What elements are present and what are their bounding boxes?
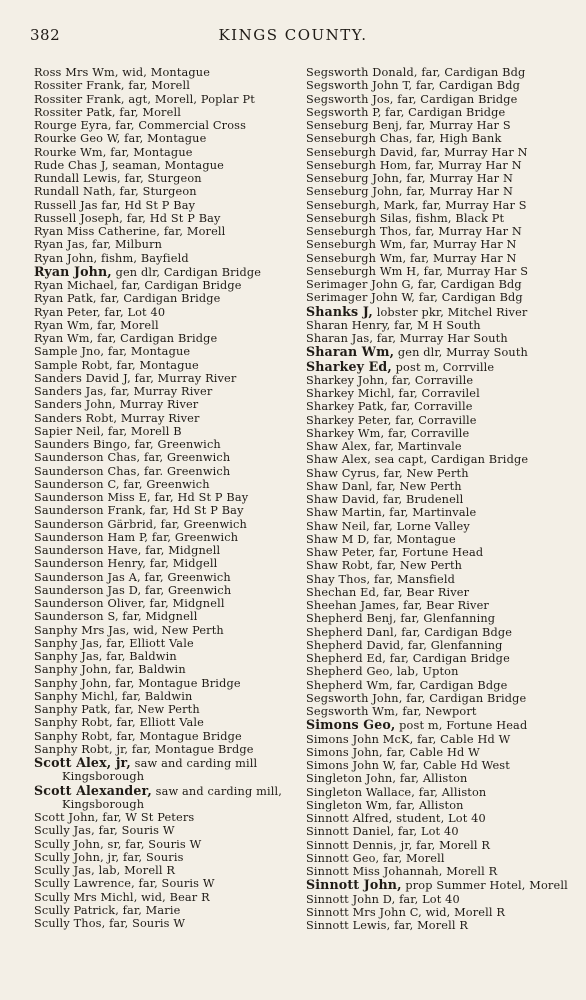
directory-entry bbox=[34, 345, 296, 358]
directory-entry bbox=[34, 904, 296, 917]
entry-text: Sanphy Patk, far, New Perth bbox=[34, 703, 200, 716]
entry-text: saw and carding mill, bbox=[151, 784, 282, 798]
entry-text: Serimager John W, far, Cardigan Bdg bbox=[306, 291, 523, 305]
directory-entry bbox=[34, 79, 296, 92]
entry-text: Senseburgh Chas, far, High Bank bbox=[306, 132, 502, 146]
entry-bold-name: Scott Alex, jr, bbox=[34, 755, 131, 770]
entry-text: Rourke Geo W, far, Montague bbox=[34, 132, 207, 146]
left-directory-column bbox=[34, 66, 296, 930]
directory-entry bbox=[306, 387, 576, 400]
directory-entry bbox=[306, 374, 576, 387]
directory-entry bbox=[34, 864, 296, 877]
entry-text: Shaw Robt, far, New Perth bbox=[306, 559, 463, 573]
entry-text: Scully Jas, lab, Morell R bbox=[34, 864, 176, 877]
page-number: 382 bbox=[30, 26, 61, 44]
entry-text: Segsworth Wm, far, Newport bbox=[306, 705, 477, 718]
directory-entry bbox=[306, 79, 576, 92]
directory-entry bbox=[34, 279, 296, 292]
entry-text: Segsworth John T, far, Cardigan Bdg bbox=[306, 79, 520, 93]
directory-entry bbox=[34, 385, 296, 398]
directory-entry bbox=[306, 480, 576, 493]
directory-entry bbox=[306, 360, 576, 374]
entry-text: Rude Chas J, seaman, Montague bbox=[34, 158, 224, 172]
entry-text: Shepherd David, far, Glenfanning bbox=[306, 638, 503, 652]
entry-text: Sinnott Dennis, jr, far, Morell R bbox=[306, 838, 491, 852]
directory-entry bbox=[306, 533, 576, 546]
directory-entry bbox=[34, 838, 296, 851]
entry-text: Shaw Neil, far, Lorne Valley bbox=[306, 519, 470, 533]
directory-entry bbox=[306, 825, 576, 838]
directory-entry bbox=[306, 159, 576, 172]
directory-entry bbox=[306, 612, 576, 625]
directory-entry bbox=[34, 132, 296, 145]
entry-bold-name: Sharkey Ed, bbox=[306, 358, 392, 374]
entry-text: Sanders Robt, Murray River bbox=[34, 411, 200, 425]
entry-text: Sinnott John D, far, Lot 40 bbox=[306, 892, 460, 906]
directory-entry bbox=[34, 798, 296, 811]
directory-entry bbox=[306, 506, 576, 519]
entry-text: Ryan Michael, far, Cardigan Bridge bbox=[34, 279, 242, 292]
directory-entry bbox=[306, 772, 576, 785]
entry-text: Sharkey Wm, far, Corraville bbox=[306, 426, 470, 440]
entry-bold-name: Shanks J, bbox=[306, 303, 373, 319]
directory-entry bbox=[34, 650, 296, 663]
entry-text: Sanphy John, far, Baldwin bbox=[34, 663, 186, 677]
entry-text: Scully Thos, far, Souris W bbox=[34, 917, 186, 930]
entry-text: Rossiter Frank, far, Morell bbox=[34, 79, 190, 93]
directory-entry bbox=[34, 677, 296, 690]
directory-entry bbox=[306, 665, 576, 678]
entry-text: Sanphy Robt, far, Elliott Vale bbox=[34, 716, 204, 730]
directory-entry bbox=[306, 493, 576, 506]
directory-entry bbox=[34, 451, 296, 464]
entry-text: Kingsborough bbox=[62, 770, 145, 784]
directory-entry bbox=[306, 414, 576, 427]
entry-text: Ryan Jas, far, Milburn bbox=[34, 238, 163, 252]
entry-text: Shepherd Benj, far, Glenfanning bbox=[306, 612, 496, 626]
entry-text: Scully Mrs Michl, wid, Bear R bbox=[34, 890, 210, 904]
entry-bold-name: Sinnott John, bbox=[306, 877, 402, 893]
directory-entry bbox=[34, 877, 296, 890]
entry-text: Senseburgh Silas, fishm, Black Pt bbox=[306, 211, 505, 225]
entry-text: Rossiter Patk, far, Morell bbox=[34, 105, 181, 119]
directory-entry bbox=[34, 106, 296, 119]
entry-text: Ryan John, fishm, Bayfield bbox=[34, 251, 189, 265]
entry-text: Scully Patrick, far, Marie bbox=[34, 903, 181, 917]
directory-entry bbox=[306, 692, 576, 705]
entry-text: Shaw M D, far, Montague bbox=[306, 532, 456, 546]
entry-text: Singleton Wm, far, Alliston bbox=[306, 798, 464, 812]
entry-text: Sharkey Patk, far, Corraville bbox=[306, 400, 473, 414]
entry-text: Russell Jas far, Hd St P Bay bbox=[34, 198, 196, 212]
entry-text: Simons John W, far, Cable Hd West bbox=[306, 759, 510, 772]
entry-text: Sharkey Michl, far, Corravilel bbox=[306, 387, 480, 400]
entry-text: lobster pkr, Mitchel River bbox=[372, 305, 528, 319]
directory-entry bbox=[34, 372, 296, 385]
directory-entry bbox=[306, 865, 576, 878]
entry-text: Segsworth Jos, far, Cardigan Bridge bbox=[306, 92, 518, 106]
entry-text: Simons John McK, far, Cable Hd W bbox=[306, 732, 511, 746]
directory-entry bbox=[306, 225, 576, 238]
entry-text: Sanders David J, far, Murray River bbox=[34, 371, 237, 385]
directory-entry bbox=[34, 610, 296, 623]
entry-text: Saunderson Henry, far, Midgell bbox=[34, 557, 218, 571]
directory-entry bbox=[34, 824, 296, 837]
directory-entry bbox=[34, 146, 296, 159]
entry-text: Singleton Wallace, far, Alliston bbox=[306, 785, 487, 799]
entry-text: Sharkey John, far, Corraville bbox=[306, 373, 474, 387]
directory-entry bbox=[306, 586, 576, 599]
entry-text: Shaw Danl, far, New Perth bbox=[306, 479, 462, 493]
directory-entry bbox=[34, 544, 296, 557]
entry-text: Sharkey Peter, far, Corraville bbox=[306, 413, 477, 427]
entry-text: Ryan Patk, far, Cardigan Bridge bbox=[34, 292, 221, 306]
entry-text: Senseburgh Hom, far, Murray Har N bbox=[306, 158, 522, 172]
entry-text: Senseburg John, far, Murray Har N bbox=[306, 172, 513, 185]
directory-entry bbox=[306, 746, 576, 759]
entry-text: Senseburgh David, far, Murray Har N bbox=[306, 145, 528, 159]
entry-text: Segsworth P, far, Cardigan Bridge bbox=[306, 105, 506, 119]
entry-text: Senseburg John, far, Murray Har N bbox=[306, 185, 513, 199]
entry-text: Sanphy Robt, far, Montague Bridge bbox=[34, 729, 242, 743]
entry-text: Singleton John, far, Alliston bbox=[306, 772, 468, 786]
entry-text: Sharan Henry, far, M H South bbox=[306, 318, 481, 332]
directory-entry bbox=[306, 278, 576, 291]
entry-text: Sapier Neil, far, Morell B bbox=[34, 424, 182, 438]
entry-text: Sinnott Mrs John C, wid, Morell R bbox=[306, 905, 506, 919]
entry-text: Ross Mrs Wm, wid, Montague bbox=[34, 66, 211, 79]
entry-text: Senseburgh Wm H, far, Murray Har S bbox=[306, 264, 529, 278]
directory-entry bbox=[34, 743, 296, 756]
directory-entry bbox=[306, 305, 576, 319]
entry-text: Shaw Alex, sea capt, Cardigan Bridge bbox=[306, 453, 529, 467]
directory-entry bbox=[306, 265, 576, 278]
directory-entry bbox=[34, 332, 296, 345]
entry-text: Shechan Ed, far, Bear River bbox=[306, 585, 470, 599]
directory-entry bbox=[34, 319, 296, 332]
entry-text: Sanders John, Murray River bbox=[34, 398, 199, 412]
directory-entry bbox=[34, 491, 296, 504]
directory-entry bbox=[34, 531, 296, 544]
directory-entry bbox=[34, 624, 296, 637]
directory-entry bbox=[306, 453, 576, 466]
entry-text: Saunderson Frank, far, Hd St P Bay bbox=[34, 504, 244, 518]
directory-entry bbox=[306, 106, 576, 119]
directory-entry bbox=[34, 225, 296, 238]
entry-bold-name: Simons Geo, bbox=[306, 717, 396, 733]
entry-text: Senseburgh Wm, far, Murray Har N bbox=[306, 238, 517, 252]
directory-entry bbox=[34, 292, 296, 305]
directory-entry bbox=[306, 919, 576, 932]
directory-entry bbox=[306, 291, 576, 304]
entry-bold-name: Scott Alexander, bbox=[34, 782, 152, 798]
running-title: KINGS COUNTY. bbox=[218, 26, 368, 44]
directory-entry bbox=[306, 440, 576, 453]
entry-text: Ryan Wm, far, Morell bbox=[34, 318, 159, 332]
directory-entry bbox=[306, 852, 576, 865]
directory-entry bbox=[306, 467, 576, 480]
entry-text: Senseburgh, Mark, far, Murray Har S bbox=[306, 198, 527, 212]
entry-text: Sanphy Michl, far, Baldwin bbox=[34, 689, 193, 703]
entry-text: Scully Jas, far, Souris W bbox=[34, 824, 175, 838]
directory-entry bbox=[306, 705, 576, 718]
directory-entry bbox=[306, 559, 576, 572]
entry-text: saw and carding mill bbox=[130, 757, 258, 770]
entry-text: gen dlr, Cardigan Bridge bbox=[111, 265, 262, 279]
directory-entry bbox=[306, 199, 576, 212]
entry-text: Sinnott Miss Johannah, Morell R bbox=[306, 865, 498, 878]
entry-text: Senseburg Benj, far, Murray Har S bbox=[306, 119, 511, 132]
directory-entry bbox=[34, 412, 296, 425]
directory-entry bbox=[306, 906, 576, 919]
directory-entry bbox=[306, 839, 576, 852]
directory-entry bbox=[34, 425, 296, 438]
entry-text: Shaw Cyrus, far, New Perth bbox=[306, 466, 469, 480]
entry-text: Sanphy John, far, Montague Bridge bbox=[34, 676, 241, 690]
directory-entry bbox=[306, 626, 576, 639]
entry-text: Shepherd Danl, far, Cardigan Bdge bbox=[306, 625, 513, 639]
entry-text: Saunderson Oliver, far, Midgnell bbox=[34, 597, 225, 610]
directory-entry bbox=[34, 690, 296, 703]
entry-text: Kingsborough bbox=[62, 797, 145, 811]
entry-text: Sinnott Alfred, student, Lot 40 bbox=[306, 812, 486, 825]
directory-entry bbox=[306, 146, 576, 159]
directory-entry bbox=[306, 733, 576, 746]
entry-text: Sanders Jas, far, Murray River bbox=[34, 385, 213, 398]
entry-text: Rourge Eyra, far, Commercial Cross bbox=[34, 119, 247, 132]
directory-entry bbox=[306, 427, 576, 440]
directory-entry bbox=[34, 398, 296, 411]
directory-entry bbox=[306, 332, 576, 345]
directory-entry bbox=[34, 557, 296, 570]
entry-text: Shepherd Ed, far, Cardigan Bridge bbox=[306, 652, 510, 665]
directory-entry bbox=[34, 637, 296, 650]
directory-entry bbox=[306, 93, 576, 106]
directory-entry bbox=[306, 639, 576, 652]
directory-entry bbox=[34, 811, 296, 824]
directory-entry bbox=[306, 878, 576, 892]
directory-entry bbox=[306, 132, 576, 145]
directory-entry bbox=[34, 159, 296, 172]
directory-entry bbox=[34, 252, 296, 265]
directory-entry bbox=[34, 212, 296, 225]
directory-entry bbox=[34, 119, 296, 132]
entry-text: Saunderson Chas, far. Greenwich bbox=[34, 464, 231, 478]
directory-entry bbox=[34, 597, 296, 610]
directory-entry bbox=[34, 465, 296, 478]
entry-text: Serimager John G, far, Cardigan Bdg bbox=[306, 278, 522, 291]
entry-text: Saunderson Gärbrid, far, Greenwich bbox=[34, 517, 247, 531]
directory-entry bbox=[34, 770, 296, 783]
directory-entry bbox=[34, 584, 296, 597]
entry-text: Shaw Martin, far, Martinvale bbox=[306, 506, 477, 520]
directory-entry bbox=[34, 504, 296, 517]
entry-text: Saunderson C, far, Greenwich bbox=[34, 477, 210, 491]
directory-entry bbox=[306, 893, 576, 906]
entry-text: Rundall Nath, far, Sturgeon bbox=[34, 185, 197, 199]
directory-entry bbox=[34, 663, 296, 676]
directory-entry bbox=[34, 172, 296, 185]
entry-text: Saunderson Have, far, Midgnell bbox=[34, 544, 221, 557]
directory-entry bbox=[34, 66, 296, 79]
entry-text: Simons John, far, Cable Hd W bbox=[306, 745, 480, 759]
entry-text: Sanphy Robt, jr, far, Montague Brdge bbox=[34, 742, 254, 756]
directory-entry bbox=[306, 786, 576, 799]
directory-entry bbox=[306, 759, 576, 772]
entry-text: Scully John, jr, far, Souris bbox=[34, 850, 184, 864]
directory-entry bbox=[34, 199, 296, 212]
entry-text: gen dlr, Murray South bbox=[394, 346, 528, 360]
entry-text: Saunderson Chas, far, Greenwich bbox=[34, 451, 231, 465]
entry-text: Sample Robt, far, Montague bbox=[34, 358, 199, 372]
entry-text: Ryan Miss Catherine, far, Morell bbox=[34, 225, 226, 238]
entry-text: Ryan Wm, far, Cardigan Bridge bbox=[34, 332, 218, 345]
directory-entry bbox=[306, 66, 576, 79]
entry-text: Segsworth Donald, far, Cardigan Bdg bbox=[306, 66, 526, 79]
entry-text: post m, Corrville bbox=[391, 360, 495, 374]
entry-text: Scott John, far, W St Peters bbox=[34, 811, 195, 824]
directory-entry bbox=[34, 730, 296, 743]
entry-text: Scully Lawrence, far, Souris W bbox=[34, 877, 215, 891]
directory-entry bbox=[306, 212, 576, 225]
directory-entry bbox=[34, 185, 296, 198]
directory-entry bbox=[306, 520, 576, 533]
directory-entry bbox=[306, 172, 576, 185]
directory-entry bbox=[34, 306, 296, 319]
entry-text: Segsworth John, far, Cardigan Bridge bbox=[306, 691, 527, 705]
directory-entry bbox=[306, 252, 576, 265]
entry-text: Sinnott Daniel, far, Lot 40 bbox=[306, 825, 459, 839]
entry-text: Sanphy Mrs Jas, wid, New Perth bbox=[34, 623, 224, 637]
directory-entry bbox=[306, 238, 576, 251]
entry-text: Senseburgh Wm, far, Murray Har N bbox=[306, 251, 517, 265]
directory-entry bbox=[306, 546, 576, 559]
entry-bold-name: Sharan Wm, bbox=[306, 344, 395, 360]
page-header bbox=[30, 26, 556, 46]
entry-text: Shepherd Wm, far, Cardigan Bdge bbox=[306, 678, 508, 692]
entry-text: Scully John, sr, far, Souris W bbox=[34, 837, 202, 851]
entry-text: Sheehan James, far, Bear River bbox=[306, 599, 489, 612]
directory-entry bbox=[34, 478, 296, 491]
entry-text: post m, Fortune Head bbox=[395, 719, 528, 733]
directory-entry bbox=[306, 319, 576, 332]
directory-entry bbox=[306, 573, 576, 586]
entry-text: Saunderson Jas A, far, Greenwich bbox=[34, 570, 231, 584]
directory-entry bbox=[34, 756, 296, 770]
entry-text: Shepherd Geo, lab, Upton bbox=[306, 665, 459, 679]
entry-text: Saunderson Ham P, far, Greenwich bbox=[34, 530, 239, 544]
entry-text: Sharan Jas, far, Murray Har South bbox=[306, 332, 508, 345]
entry-text: Rundall Lewis, far, Sturgeon bbox=[34, 172, 202, 185]
entry-text: Saunders Bingo, far, Greenwich bbox=[34, 438, 221, 451]
directory-entry bbox=[34, 851, 296, 864]
entry-text: Sample Jno, far, Montague bbox=[34, 345, 191, 359]
directory-entry bbox=[34, 716, 296, 729]
directory-entry bbox=[306, 345, 576, 359]
right-directory-column bbox=[306, 66, 576, 932]
directory-entry bbox=[306, 679, 576, 692]
entry-text: Shaw Peter, far, Fortune Head bbox=[306, 546, 484, 559]
directory-entry bbox=[306, 185, 576, 198]
directory-entry bbox=[34, 703, 296, 716]
entry-text: Senseburgh Thos, far, Murray Har N bbox=[306, 225, 522, 238]
directory-entry bbox=[34, 438, 296, 451]
entry-text: Sinnott Lewis, far, Morell R bbox=[306, 919, 469, 932]
directory-entry bbox=[306, 812, 576, 825]
directory-entry bbox=[34, 891, 296, 904]
directory-entry bbox=[34, 784, 296, 798]
entry-text: Ryan Peter, far, Lot 40 bbox=[34, 305, 166, 319]
entry-text: Saunderson Jas D, far, Greenwich bbox=[34, 583, 232, 597]
directory-entry bbox=[306, 718, 576, 732]
entry-text: Shaw Alex, far, Martinvale bbox=[306, 440, 462, 453]
directory-entry bbox=[34, 571, 296, 584]
entry-text: Shay Thos, far, Mansfield bbox=[306, 572, 456, 586]
entry-text: Saunderson S, far, Midgnell bbox=[34, 610, 198, 624]
entry-text: Sanphy Jas, far, Baldwin bbox=[34, 650, 177, 663]
directory-entry bbox=[34, 93, 296, 106]
directory-entry bbox=[306, 119, 576, 132]
directory-entry bbox=[306, 400, 576, 413]
directory-entry bbox=[306, 652, 576, 665]
entry-text: Saunderson Miss E, far, Hd St P Bay bbox=[34, 491, 249, 504]
entry-text: Sanphy Jas, far, Elliott Vale bbox=[34, 636, 194, 650]
directory-entry bbox=[306, 599, 576, 612]
directory-entry bbox=[34, 238, 296, 251]
directory-entry bbox=[306, 799, 576, 812]
entry-text: prop Summer Hotel, Morell bbox=[401, 879, 568, 893]
directory-entry bbox=[34, 265, 296, 279]
directory-entry bbox=[34, 518, 296, 531]
entry-text: Sinnott Geo, far, Morell bbox=[306, 851, 445, 865]
entry-text: Rourke Wm, far, Montague bbox=[34, 145, 193, 159]
entry-bold-name: Ryan John, bbox=[34, 263, 112, 279]
entry-text: Shaw David, far, Brudenell bbox=[306, 493, 464, 506]
entry-text: Rossiter Frank, agt, Morell, Poplar Pt bbox=[34, 92, 255, 106]
directory-entry bbox=[34, 359, 296, 372]
directory-entry bbox=[34, 917, 296, 930]
entry-text: Russell Joseph, far, Hd St P Bay bbox=[34, 211, 221, 225]
